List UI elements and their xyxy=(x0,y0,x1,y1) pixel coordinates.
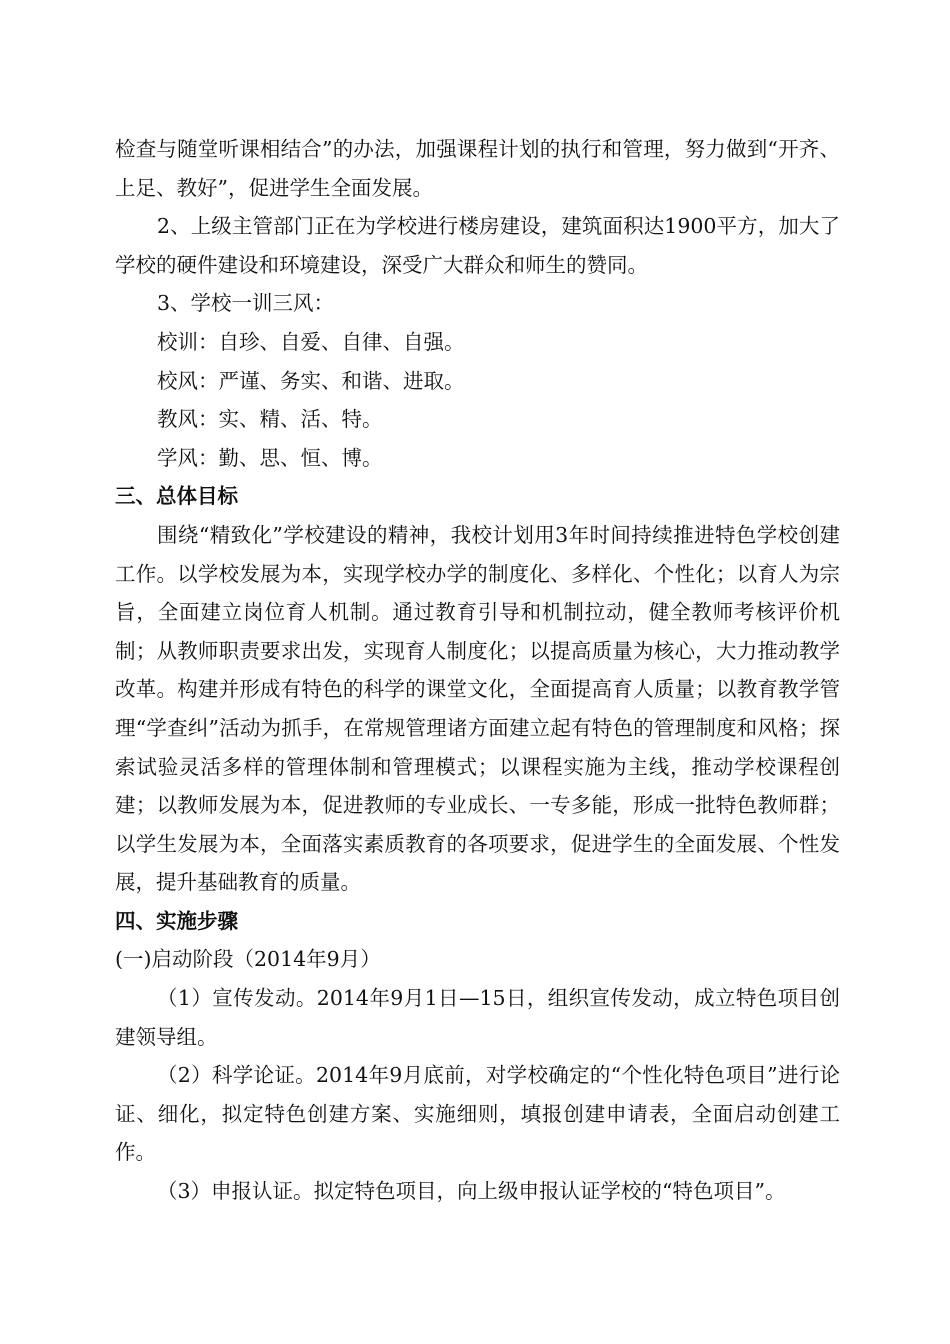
paragraph-study-style: 学风：勤、思、恒、博。 xyxy=(157,445,383,470)
paragraph-school-style: 校风：严谨、务实、和谐、进取。 xyxy=(157,368,465,393)
paragraph-school-motto: 校训：自珍、自爱、自律、自强。 xyxy=(157,329,465,354)
section-heading-implementation-steps: 四、实施步骤 xyxy=(115,908,238,933)
paragraph-building-construction: 2、上级主管部门正在为学校进行楼房建设，建筑面积达1900平方，加大了学校的硬件建设和环境建设，深受广大群众和师生的赞同。 xyxy=(115,214,840,277)
paragraph-overall-goals: 围绕“精致化”学校建设的精神，我校计划用3年时间持续推进特色学校创建工作。以学校发展为本，实现学校办学的制度化、多样化、个性化；以育人为宗旨，全面建立岗位育人机制。通过教育引导和机制拉动，健全教师考核评价机制；从教师职责要求出发，实现育人制度化；以提高质量为核心，大力推动教学改革。构建并形成有特色的科学的课堂文化，全面提高育人质量；以教育教学管理“学查纠”活动为抓手，在常规管理诸方面建立起有特色的管理制度和风格；探索试验灵活多样的管理体制和管理模式；以课程实施为主线，推动学校课程创建；以教师发展为本，促进教师的专业成长、一专多能，形成一批特色教师群；以学生发展为本，全面落实素质教育的各项要求，促进学生的全面发展、个性发展，提升基础教育的质量。 xyxy=(115,522,840,895)
paragraph-teaching-style: 教风：实、精、活、特。 xyxy=(157,407,383,432)
paragraph-school-motto-intro: 3、学校一训三风： xyxy=(157,291,335,316)
document-body xyxy=(115,130,840,1211)
paragraph-scientific-argument: （2）科学论证。2014年9月底前，对学校确定的“个性化特色项目”进行论证、细化，拟定特色创建方案、实施细则，填报创建申请表，全面启动创建工作。 xyxy=(115,1063,840,1165)
subheading-launch-stage: (一)启动阶段（2014年9月） xyxy=(115,947,381,972)
paragraph-publicity: （1）宣传发动。2014年9月1日—15日，组织宣传发动，成立特色项目创建领导组。 xyxy=(115,986,840,1049)
section-heading-overall-goals: 三、总体目标 xyxy=(115,484,238,509)
paragraph-course-plan: 检查与随堂听课相结合”的办法，加强课程计划的执行和管理，努力做到“开齐、上足、教好”，促进学生全面发展。 xyxy=(115,137,840,200)
paragraph-application-certification: （3）申报认证。拟定特色项目，向上级申报认证学校的“特色项目”。 xyxy=(157,1179,786,1204)
